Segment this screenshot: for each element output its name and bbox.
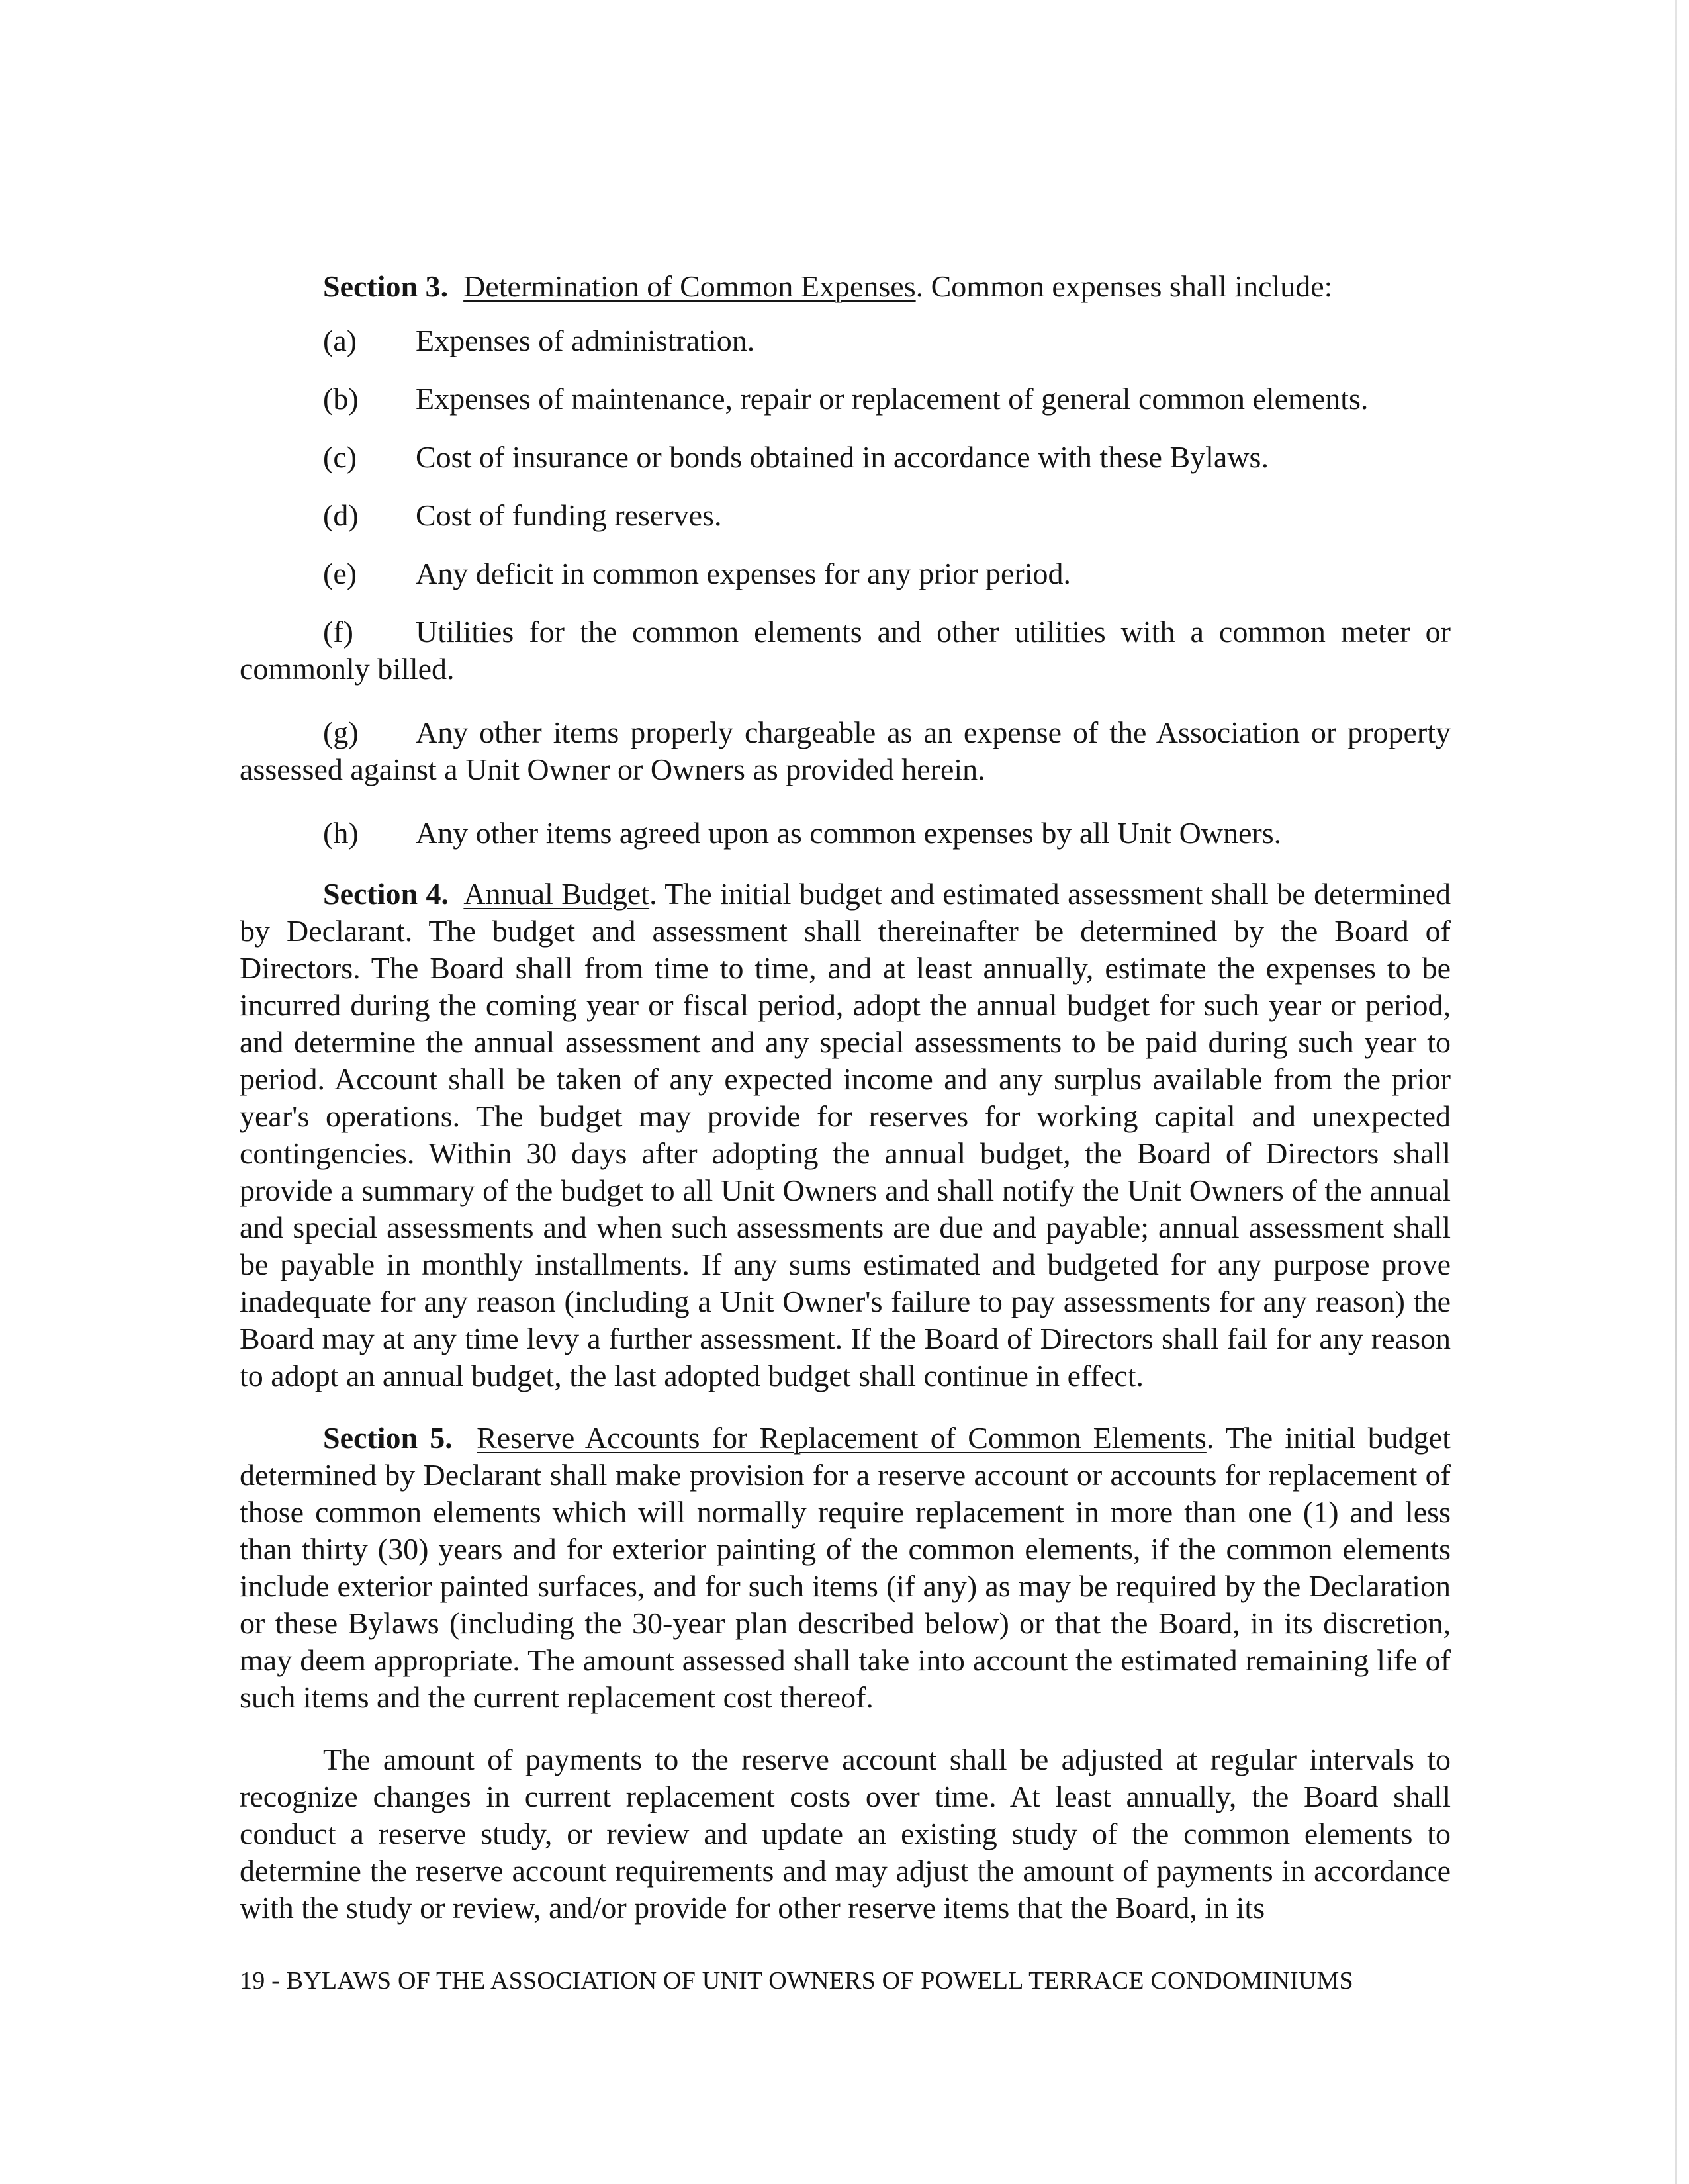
list-item <box>323 815 1451 873</box>
section-4-title: Annual Budget <box>463 877 650 911</box>
section-4-body: . The initial budget and estimated assessment shall be determined by Declarant. The budget and assessment shall thereinafter be determined by the Board of Directors. The Board shall from time to time, and at least annually, estimate the expenses to be incurred during the coming year or fiscal period, adopt the annual budget for such year or period, and determine the annual assessment and any special assessments to be paid during such year to period. Account shall be taken of any expected income and any surplus available from the prior year's operations. The budget may provide for reserves for working capital and unexpected contingencies. Within 30 days after adopting the annual budget, the Board of Directors shall provide a summary of the budget to all Unit Owners and shall notify the Unit Owners of the annual and special assessments and when such assessments are due and payable; annual assessment shall be payable in monthly installments. If any sums estimated and budgeted for any purpose prove inadequate for any reason (including a Unit Owner's failure to pay assessments for any reason) the Board may at any time levy a further assessment. If the Board of Directors shall fail for any reason to adopt an annual budget, the last adopted budget shall continue in effect. <box>240 877 1451 1392</box>
section-5-paragraph-2: The amount of payments to the reserve account shall be adjusted at regular intervals to recognize changes in current replacement costs over time. At least annually, the Board shall conduct a reserve study, or review and update an existing study of the common elements to determine the reserve account requirements and may adjust the amount of payments in accordance with the study or review, and/or provide for other reserve items that the Board, in its <box>240 1743 1451 1925</box>
item-text: Expenses of maintenance, repair or replacement of general common elements. <box>416 382 1369 416</box>
item-text: Any other items properly chargeable as an expense of the Association or property assessed against a Unit Owner or Owners as provided herein. <box>240 715 1451 786</box>
item-text: Cost of funding reserves. <box>416 498 722 532</box>
list-item <box>323 322 1451 381</box>
item-label: (h) <box>323 816 359 850</box>
item-label: (g) <box>323 715 359 749</box>
section-3-intro: . Common expenses shall include: <box>915 269 1333 303</box>
item-text: Expenses of administration. <box>416 324 755 357</box>
item-text: Any other items agreed upon as common expenses by all Unit Owners. <box>416 816 1282 850</box>
section-3-title: Determination of Common Expenses <box>463 269 916 303</box>
page-body <box>240 268 1451 1952</box>
list-item <box>323 555 1451 614</box>
section-4-paragraph <box>240 876 1451 1394</box>
section-4-label: Section 4. <box>323 877 449 911</box>
section-3-label: Section 3. <box>323 269 449 303</box>
list-item <box>323 439 1451 497</box>
item-label: (f) <box>323 615 353 649</box>
item-label: (a) <box>323 324 357 357</box>
item-label: (e) <box>323 557 357 590</box>
item-label: (c) <box>323 440 357 474</box>
list-item <box>240 614 1451 688</box>
list-item <box>240 714 1451 788</box>
list-item <box>323 381 1451 439</box>
page-footer: 19 - BYLAWS OF THE ASSOCIATION OF UNIT OWNERS OF POWELL TERRACE CONDOMINIUMS <box>240 1967 1353 1995</box>
item-text: Utilities for the common elements and other utilities with a common meter or commonly billed. <box>240 615 1451 686</box>
list-item <box>323 497 1451 555</box>
item-label: (b) <box>323 382 359 416</box>
section-5-paragraph <box>240 1420 1451 1716</box>
section-5-body: . The initial budget determined by Declarant shall make provision for a reserve account or accounts for replacement of those common elements which will normally require replacement in more than one (1) and less than thirty (30) years and for exterior painting of the common elements, if the common elements include exterior painted surfaces, and for such items (if any) as may be required by the Declaration or these Bylaws (including the 30-year plan described below) or that the Board, in its discretion, may deem appropriate. The amount assessed shall take into account the estimated remaining life of such items and the current replacement cost thereof. <box>240 1421 1451 1714</box>
section-5-label: Section 5. <box>323 1421 453 1455</box>
scan-edge <box>1675 0 1677 2184</box>
item-text: Any deficit in common expenses for any prior period. <box>416 557 1072 590</box>
item-label: (d) <box>323 498 359 532</box>
section-3-heading-line <box>323 268 1451 305</box>
item-text: Cost of insurance or bonds obtained in accordance with these Bylaws. <box>416 440 1269 474</box>
section-5-title: Reserve Accounts for Replacement of Common Elements <box>477 1421 1207 1455</box>
